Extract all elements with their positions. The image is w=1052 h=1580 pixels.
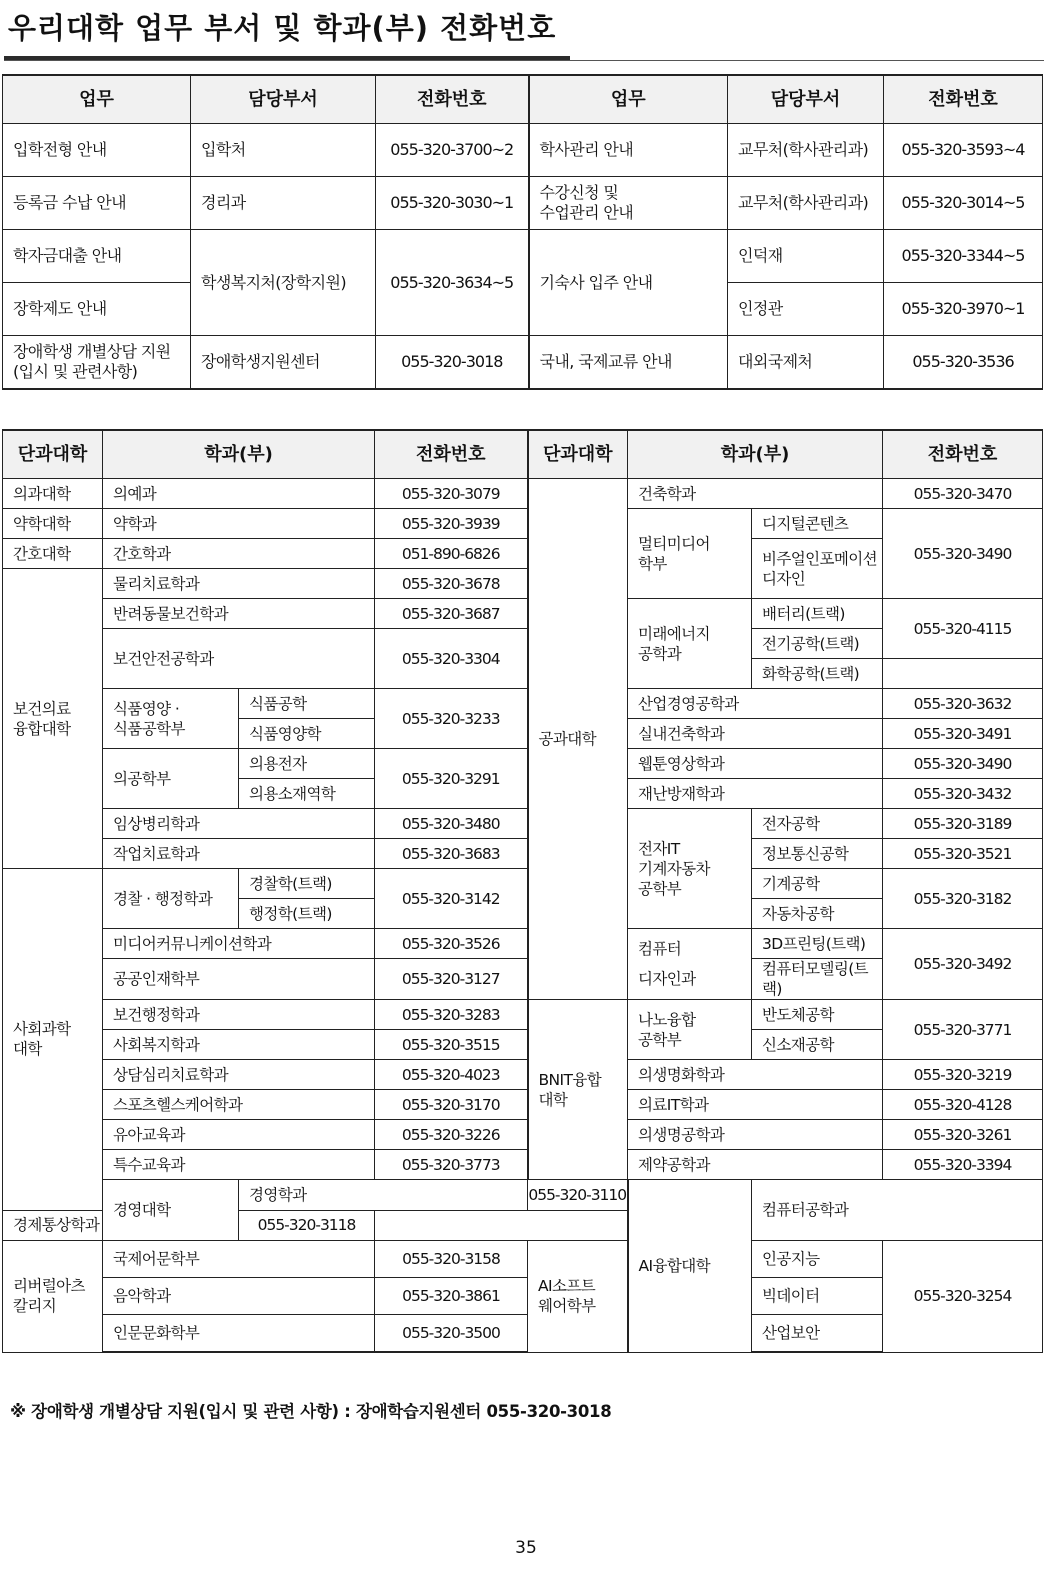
- track-line: 디자인: [762, 569, 806, 588]
- phone-cell: 055-320-3492: [883, 929, 1043, 1000]
- dept-cell: 컴퓨터공학과: [752, 1180, 1043, 1241]
- header-tel: 전화번호: [883, 430, 1043, 479]
- dept-cell: 상담심리치료학과: [103, 1060, 375, 1090]
- phone-cell: 055-320-3118: [239, 1210, 375, 1241]
- dept-cell: 건축학과: [628, 479, 883, 509]
- dept-cell: 사회복지학과: [103, 1030, 375, 1060]
- dept-cell: 반려동물보건학과: [103, 599, 375, 629]
- task-cell: 장학제도 안내: [3, 283, 191, 336]
- college-line: 대학: [538, 1090, 568, 1109]
- college-cell: 간호대학: [3, 539, 103, 569]
- track-cell: 빅데이터: [752, 1278, 883, 1315]
- dept-cell: 의생명화학과: [628, 1060, 883, 1090]
- dept-cell: 학생복지처(장학지원): [191, 230, 376, 336]
- table-row: [3, 1090, 1043, 1120]
- dept-cell: 인정관: [728, 283, 884, 336]
- dept-cell: 인덕재: [728, 230, 884, 283]
- phone-cell: 055-320-3521: [883, 839, 1043, 869]
- track-cell: 행정학(트랙): [239, 899, 375, 929]
- dept-cell: 국제어문학부: [103, 1241, 375, 1278]
- track-cell: 배터리(트랙): [752, 599, 883, 629]
- dept-cell: 인문문화학부: [103, 1315, 375, 1353]
- group-line: AI소프트: [538, 1277, 596, 1296]
- header-tel: 전화번호: [376, 75, 529, 124]
- phone-cell: 055-320-3773: [375, 1150, 528, 1180]
- group-line: 공학부: [638, 879, 682, 898]
- table-row: [3, 1180, 1043, 1211]
- task-cell: 입학전형 안내: [3, 124, 191, 177]
- phone-cell: 055-320-3500: [375, 1315, 528, 1353]
- dept-group-cell: 경찰 · 행정학과: [103, 869, 239, 929]
- header-dept: 담당부서: [191, 75, 376, 124]
- phone-cell: 051-890-6826: [375, 539, 528, 569]
- phone-cell: 055-320-3189: [883, 809, 1043, 839]
- dept-group-cell: [628, 809, 752, 929]
- task-cell: 학사관리 안내: [529, 124, 728, 177]
- college-cell: 약학대학: [3, 509, 103, 539]
- header-dept: 담당부서: [728, 75, 884, 124]
- group-line: 전자IT: [638, 839, 680, 858]
- group-line: 웨어학부: [538, 1297, 596, 1316]
- dept-cell: 특수교육과: [103, 1150, 375, 1180]
- track-cell: 기계공학: [752, 869, 883, 899]
- table-row: [3, 1241, 1043, 1278]
- dept-cell: 미디어커뮤니케이션학과: [103, 929, 375, 959]
- track-cell: 경찰학(트랙): [239, 869, 375, 899]
- dept-cell: 제약공학과: [628, 1150, 883, 1180]
- table-row: [3, 1000, 1043, 1030]
- phone-cell: 055-320-3158: [375, 1241, 528, 1278]
- phone-cell: 055-320-3683: [375, 839, 528, 869]
- table-header-row: [3, 430, 1043, 479]
- header-task: 업무: [3, 75, 191, 124]
- group-line: 학부: [638, 554, 667, 573]
- phone-cell: 055-320-3079: [375, 479, 528, 509]
- phone-cell: 055-320-3261: [883, 1120, 1043, 1150]
- dept-cell: 교무처(학사관리과): [728, 124, 884, 177]
- college-line: 대학: [13, 1040, 42, 1059]
- phone-cell: 055-320-3678: [375, 569, 528, 599]
- college-cell: [3, 569, 103, 869]
- phone-cell: 055-320-3687: [375, 599, 528, 629]
- phone-cell: 055-320-3632: [883, 689, 1043, 719]
- group-line: 식품공학부: [113, 719, 185, 738]
- table-row: [3, 599, 1043, 629]
- table-row: [3, 124, 1043, 177]
- dept-group-cell: [103, 689, 239, 749]
- track-cell: 산업보안: [752, 1315, 883, 1353]
- task-cell: 등록금 수납 안내: [3, 177, 191, 230]
- header-dept: 학과(부): [628, 430, 883, 479]
- phone-cell: 055-320-4115: [883, 599, 1043, 659]
- track-line: 비주얼인포메이션: [762, 549, 877, 568]
- dept-cell: 보건행정학과: [103, 1000, 375, 1030]
- office-phone-table: [2, 74, 1043, 390]
- college-line: 칼리지: [13, 1297, 57, 1316]
- phone-cell: 055-320-3526: [375, 929, 528, 959]
- phone-cell: 055-320-3219: [883, 1060, 1043, 1090]
- phone-cell: 055-320-3226: [375, 1120, 528, 1150]
- dept-cell: 교무처(학사관리과): [728, 177, 884, 230]
- page-number: 35: [515, 1538, 537, 1558]
- college-cell: [528, 1000, 628, 1180]
- college-cell: 공과대학: [528, 479, 628, 1000]
- group-line: 기계자동차: [638, 859, 710, 878]
- phone-cell: 055-320-4023: [375, 1060, 528, 1090]
- phone-cell: 055-320-4128: [883, 1090, 1043, 1120]
- phone-cell: 055-320-3030~1: [376, 177, 529, 230]
- header-college: 단과대학: [528, 430, 628, 479]
- phone-cell: 055-320-3593~4: [884, 124, 1043, 177]
- track-cell: 화학공학(트랙): [752, 659, 883, 689]
- track-cell: 전자공학: [752, 809, 883, 839]
- task-line: 수업관리 안내: [539, 203, 634, 222]
- table-row: [3, 869, 1043, 899]
- phone-cell: 055-320-3233: [375, 689, 528, 749]
- header-dept: 학과(부): [103, 430, 375, 479]
- group-line: 컴퓨터: [638, 940, 682, 958]
- track-cell: 정보통신공학: [752, 839, 883, 869]
- phone-cell: 055-320-3142: [375, 869, 528, 929]
- group-line: 멀티미디어: [638, 534, 710, 553]
- phone-cell: 055-320-3432: [883, 779, 1043, 809]
- college-line: 리버럴아츠: [13, 1277, 85, 1296]
- dept-cell: 공공인재학부: [103, 959, 375, 1000]
- header-college: 단과대학: [3, 430, 103, 479]
- phone-cell: 055-320-3127: [375, 959, 528, 1000]
- track-cell: 자동차공학: [752, 899, 883, 929]
- title-underline-thin: [4, 60, 1044, 61]
- task-cell: 기숙사 입주 안내: [529, 230, 728, 336]
- phone-cell: 055-320-3110: [528, 1180, 628, 1211]
- table-row: [3, 749, 1043, 779]
- group-line: 미래에너지: [638, 624, 710, 643]
- phone-cell: 055-320-3536: [884, 336, 1043, 390]
- track-cell: 컴퓨터모델링(트랙): [752, 959, 883, 1000]
- table-row: [3, 509, 1043, 539]
- track-cell: 의용전자: [239, 749, 375, 779]
- dept-cell: 간호학과: [103, 539, 375, 569]
- dept-group-cell: [528, 1241, 628, 1353]
- table-row: [3, 929, 1043, 959]
- dept-group-cell: 의공학부: [103, 749, 239, 809]
- dept-cell: 의예과: [103, 479, 375, 509]
- dept-cell: 경제통상학과: [3, 1210, 239, 1241]
- header-task: 업무: [529, 75, 728, 124]
- dept-cell: 산업경영공학과: [628, 689, 883, 719]
- phone-cell: 055-320-3490: [883, 749, 1043, 779]
- table-row: [3, 1120, 1043, 1150]
- phone-cell: 055-320-3970~1: [884, 283, 1043, 336]
- track-cell: 전기공학(트랙): [752, 629, 883, 659]
- phone-cell: 055-320-3480: [375, 809, 528, 839]
- track-cell: 식품공학: [239, 689, 375, 719]
- phone-cell: 055-320-3470: [883, 479, 1043, 509]
- dept-cell: 임상병리학과: [103, 809, 375, 839]
- table-row: [3, 809, 1043, 839]
- phone-cell: 055-320-3170: [375, 1090, 528, 1120]
- dept-cell: 입학처: [191, 124, 376, 177]
- department-phone-table: [2, 429, 1043, 1353]
- phone-cell: 055-320-3491: [883, 719, 1043, 749]
- group-line: 디자인과: [638, 970, 696, 988]
- dept-cell: 작업치료학과: [103, 839, 375, 869]
- table-row: [3, 479, 1043, 509]
- college-line: BNIT융합: [538, 1070, 602, 1089]
- dept-cell: 웹툰영상학과: [628, 749, 883, 779]
- college-cell: AI융합대학: [628, 1180, 752, 1353]
- phone-cell: 055-320-3939: [375, 509, 528, 539]
- group-line: 식품영양 ·: [113, 699, 180, 718]
- dept-cell: 경리과: [191, 177, 376, 230]
- dept-cell: 유아교육과: [103, 1120, 375, 1150]
- dept-cell: 물리치료학과: [103, 569, 375, 599]
- footnote: ※ 장애학생 개별상담 지원(입시 및 관련 사항) : 장애학습지원센터 055-320-3018: [10, 1402, 612, 1421]
- phone-cell: 055-320-3861: [375, 1278, 528, 1315]
- college-cell: 의과대학: [3, 479, 103, 509]
- phone-cell: 055-320-3490: [883, 509, 1043, 599]
- page-title: 우리대학 업무 부서 및 학과(부) 전화번호: [8, 11, 557, 45]
- track-cell: 디지털콘텐츠: [752, 509, 883, 539]
- task-cell: 학자금대출 안내: [3, 230, 191, 283]
- phone-cell: 055-320-3771: [883, 1000, 1043, 1060]
- track-cell: 반도체공학: [752, 1000, 883, 1030]
- table-row: [3, 1150, 1043, 1180]
- table-row: [3, 1060, 1043, 1090]
- group-line: 공학과: [638, 644, 682, 663]
- track-cell: 인공지능: [752, 1241, 883, 1278]
- dept-cell: 경영학과: [239, 1180, 528, 1211]
- college-cell: [3, 869, 103, 1211]
- phone-cell: 055-320-3304: [375, 629, 528, 689]
- phone-cell: 055-320-3018: [376, 336, 529, 390]
- task-cell: [3, 336, 191, 390]
- phone-cell: 055-320-3283: [375, 1000, 528, 1030]
- task-cell: [529, 177, 728, 230]
- task-line: 장애학생 개별상담 지원: [13, 342, 171, 361]
- college-line: 보건의료: [13, 699, 71, 718]
- header-tel: 전화번호: [884, 75, 1043, 124]
- dept-cell: 약학과: [103, 509, 375, 539]
- empty-cell: [883, 659, 1043, 689]
- phone-cell: 055-320-3254: [883, 1241, 1043, 1353]
- phone-cell: 055-320-3014~5: [884, 177, 1043, 230]
- dept-cell: 실내건축학과: [628, 719, 883, 749]
- phone-cell: 055-320-3634~5: [376, 230, 529, 336]
- dept-cell: 의료IT학과: [628, 1090, 883, 1120]
- college-cell: [3, 1241, 103, 1353]
- dept-cell: 대외국제처: [728, 336, 884, 390]
- dept-group-cell: [628, 929, 752, 1000]
- table-header-row: [3, 75, 1043, 124]
- dept-group-cell: [628, 1000, 752, 1060]
- header-tel: 전화번호: [375, 430, 528, 479]
- phone-cell: 055-320-3515: [375, 1030, 528, 1060]
- college-line: 융합대학: [13, 719, 71, 738]
- group-line: 공학부: [638, 1030, 682, 1049]
- track-cell: 의용소재역학: [239, 779, 375, 809]
- phone-cell: 055-320-3182: [883, 869, 1043, 929]
- dept-cell: 재난방재학과: [628, 779, 883, 809]
- table-row: [3, 230, 1043, 283]
- phone-cell: 055-320-3394: [883, 1150, 1043, 1180]
- college-cell: 경영대학: [103, 1180, 239, 1241]
- track-cell: 식품영양학: [239, 719, 375, 749]
- phone-cell: 055-320-3700~2: [376, 124, 529, 177]
- track-cell: 3D프린팅(트랙): [752, 929, 883, 959]
- dept-group-cell: [628, 599, 752, 689]
- dept-cell: 스포츠헬스케어학과: [103, 1090, 375, 1120]
- table-row: [3, 839, 1043, 869]
- track-cell: 신소재공학: [752, 1030, 883, 1060]
- dept-cell: 장애학생지원센터: [191, 336, 376, 390]
- dept-cell: 음악학과: [103, 1278, 375, 1315]
- table-row: [3, 177, 1043, 230]
- phone-cell: 055-320-3344~5: [884, 230, 1043, 283]
- dept-group-cell: [628, 509, 752, 599]
- dept-cell: 의생명공학과: [628, 1120, 883, 1150]
- task-line: (입시 및 관련사항): [13, 362, 138, 381]
- group-line: 나노융합: [638, 1010, 696, 1029]
- table-row: [3, 689, 1043, 719]
- dept-cell: 보건안전공학과: [103, 629, 375, 689]
- task-cell: 국내, 국제교류 안내: [529, 336, 728, 390]
- phone-cell: 055-320-3291: [375, 749, 528, 809]
- task-line: 수강신청 및: [539, 183, 619, 202]
- track-cell: [752, 539, 883, 599]
- college-line: 사회과학: [13, 1020, 71, 1039]
- table-row: [3, 336, 1043, 390]
